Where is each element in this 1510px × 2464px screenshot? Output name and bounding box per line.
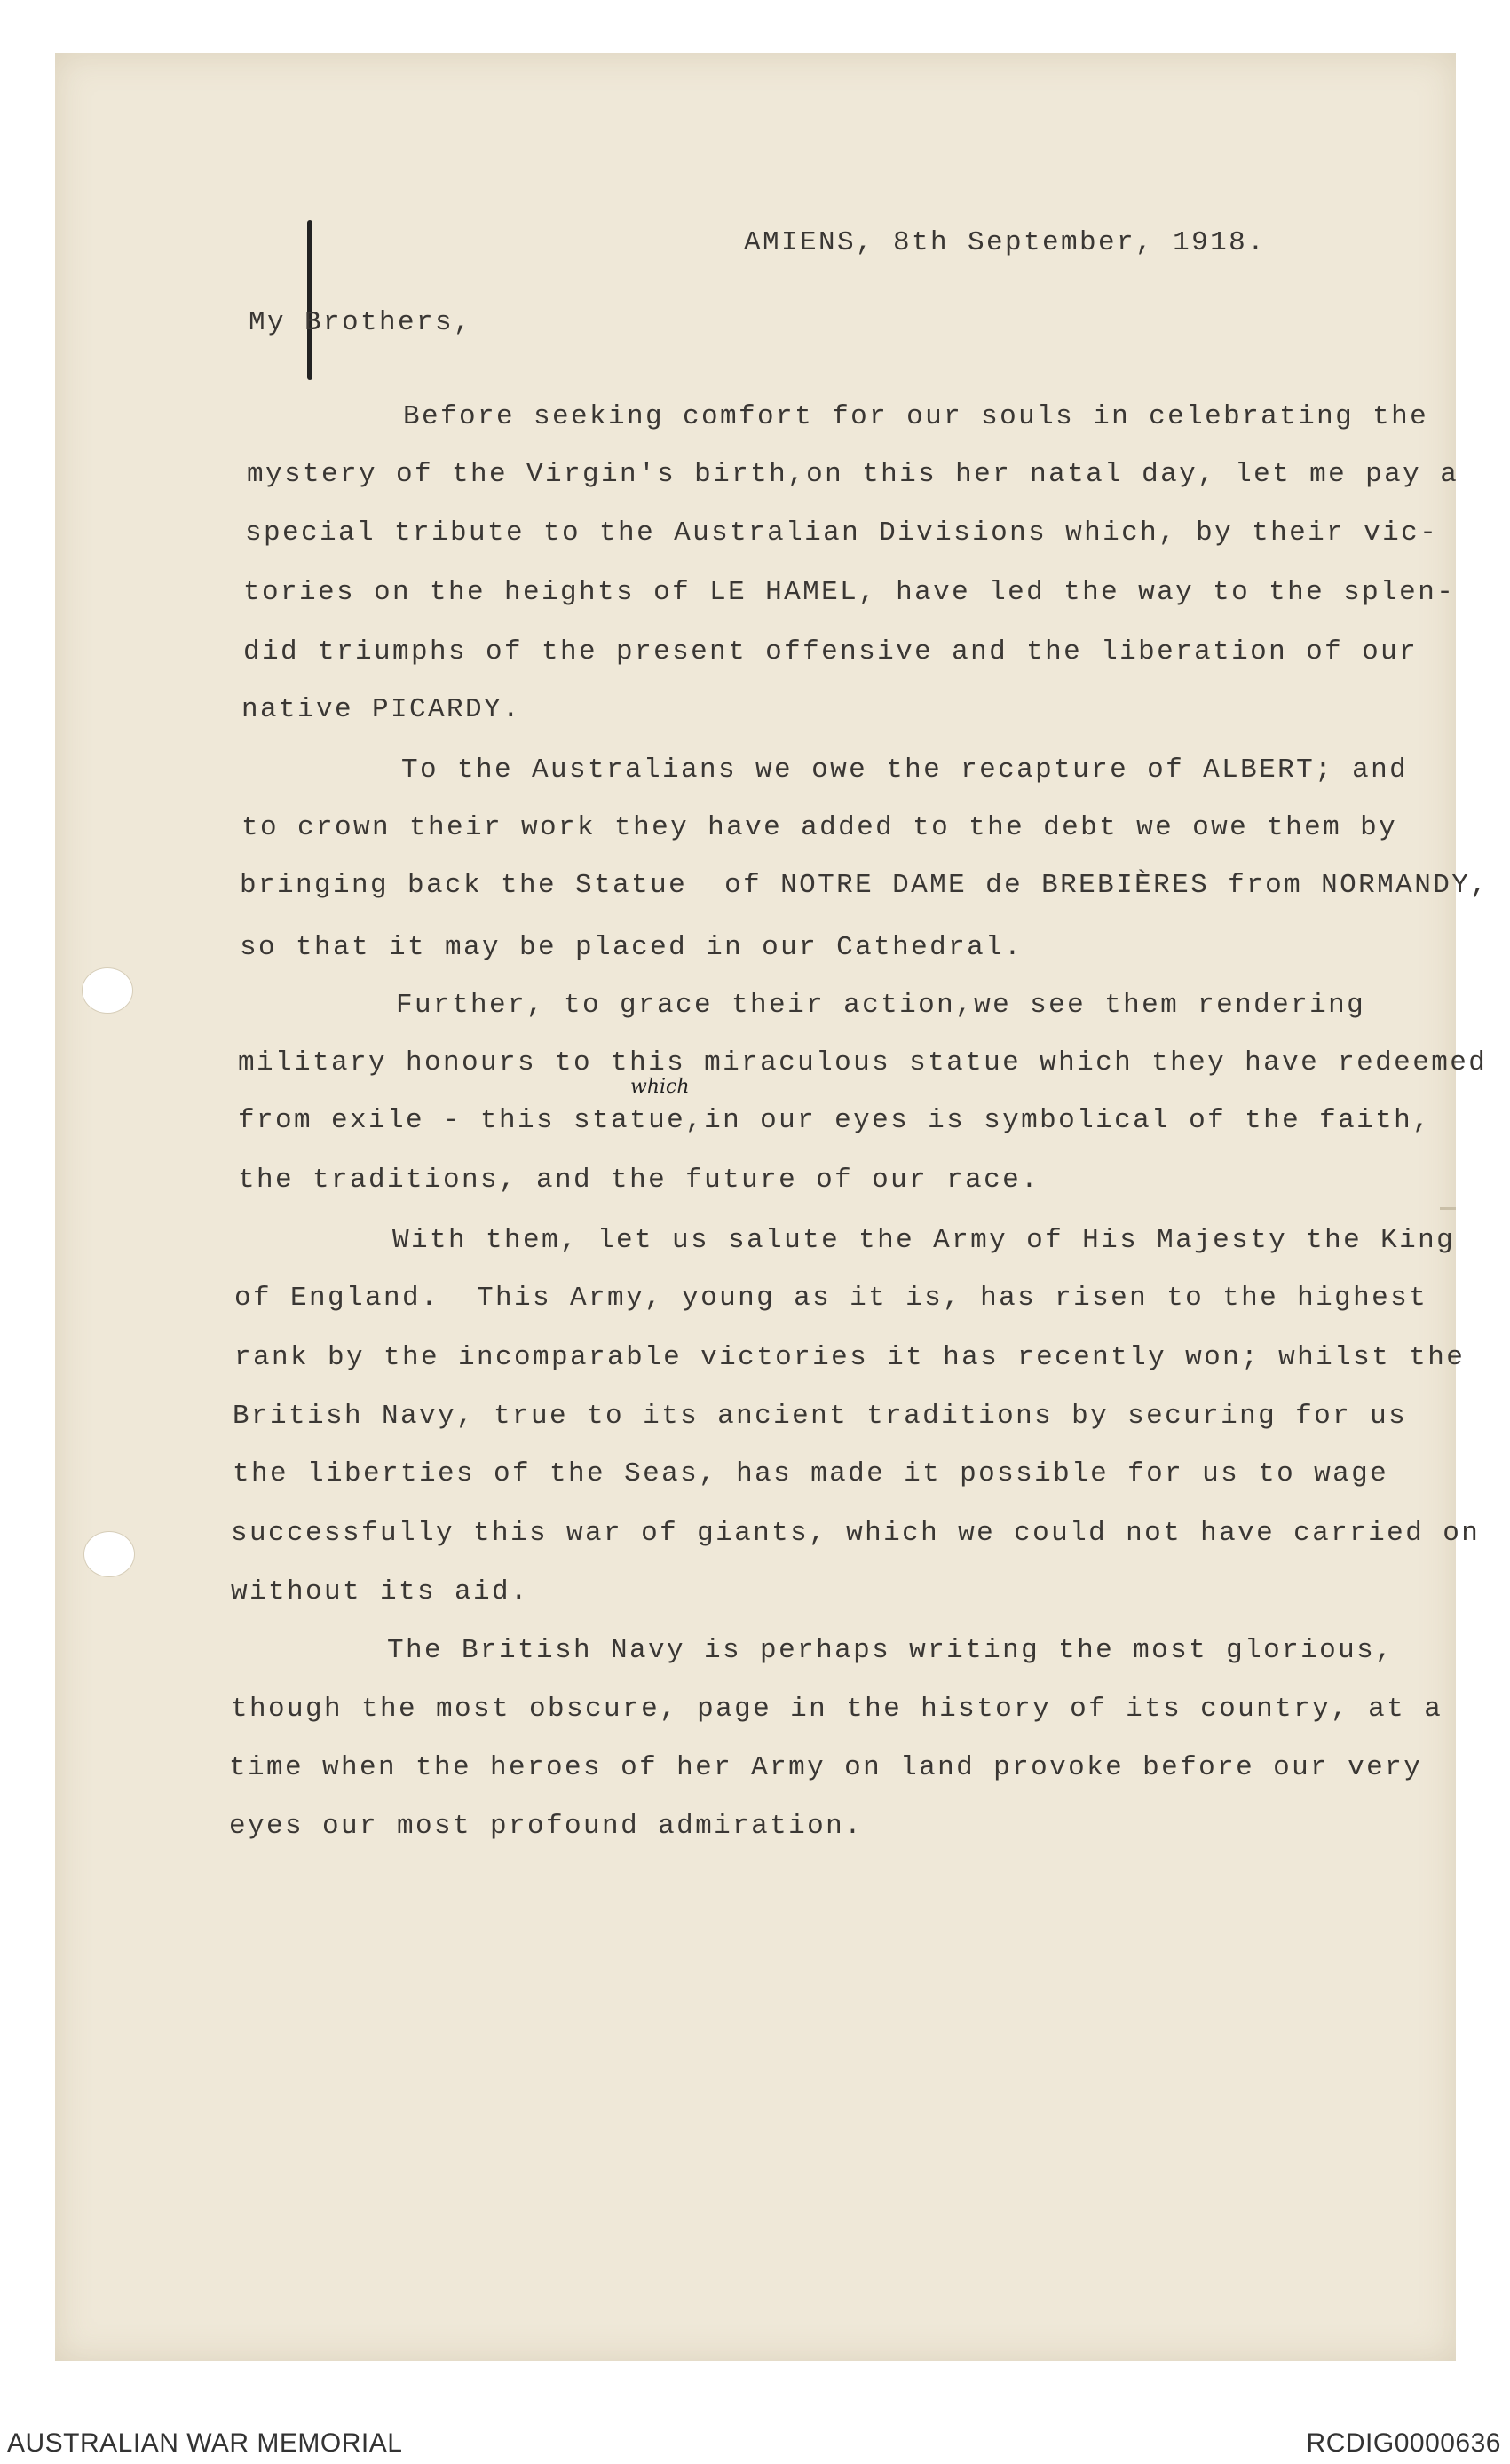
letter-line: the traditions, and the future of our race.	[238, 1165, 1040, 1196]
letter-line: successfully this war of giants, which we could not have carried on	[231, 1518, 1481, 1549]
letter-line: tories on the heights of LE HAMEL, have led the way to the splen-	[243, 577, 1456, 608]
letter-line: of England. This Army, young as it is, has risen to the highest	[234, 1283, 1428, 1314]
letter-line: bringing back the Statue of NOTRE DAME de BREBIÈRES from NORMANDY,	[240, 870, 1490, 901]
letter-line: British Navy, true to its ancient traditions by securing for us	[233, 1401, 1408, 1432]
letter-page	[55, 53, 1490, 2361]
letter-line: did triumphs of the present offensive and the liberation of our	[243, 636, 1419, 667]
salutation: My Brothers,	[249, 307, 473, 338]
letter-line: the liberties of the Seas, has made it possible for us to wage	[233, 1458, 1389, 1489]
letter-line: rank by the incomparable victories it has recently won; whilst the	[234, 1342, 1466, 1373]
punch-hole-top	[82, 967, 133, 1014]
footer-right: RCDIG0000636	[1306, 2428, 1501, 2458]
letter-line: without its aid.	[231, 1576, 530, 1607]
letter-line: special tribute to the Australian Divisions which, by their vic-	[245, 517, 1439, 549]
letter-line: though the most obscure, page in the history of its country, at a	[231, 1694, 1443, 1725]
letter-line: time when the heroes of her Army on land provoke before our very	[229, 1752, 1423, 1783]
letter-line: so that it may be placed in our Cathedral.	[240, 932, 1024, 963]
letter-line: native PICARDY.	[241, 694, 522, 725]
footer-left: AUSTRALIAN WAR MEMORIAL	[7, 2428, 403, 2458]
letter-line: With them, let us salute the Army of His Majesty the King	[392, 1225, 1456, 1256]
letter-line: Further, to grace their action,we see them rendering	[396, 990, 1366, 1021]
letter-line: To the Australians we owe the recapture of ALBERT; and	[401, 754, 1409, 786]
letter-line: to crown their work they have added to the debt we owe them by	[241, 812, 1398, 843]
letter-line: from exile - this statue,in our eyes is symbolical of the faith,	[238, 1105, 1432, 1136]
handwritten-insertion: which	[630, 1076, 690, 1098]
letter-line: Before seeking comfort for our souls in celebrating the	[403, 401, 1429, 432]
letter-line: The British Navy is perhaps writing the most glorious,	[387, 1635, 1395, 1666]
dateline: AMIENS, 8th September, 1918.	[744, 227, 1267, 258]
punch-hole-bottom	[83, 1531, 135, 1577]
letter-line: eyes our most profound admiration.	[229, 1811, 864, 1842]
letter-line: mystery of the Virgin's birth,on this her natal day, let me pay a	[247, 459, 1459, 490]
fold-mark	[1440, 1207, 1456, 1210]
letter-line: military honours to this miraculous statue which they have redeemed	[238, 1047, 1488, 1078]
pen-stroke-mark	[307, 220, 312, 380]
